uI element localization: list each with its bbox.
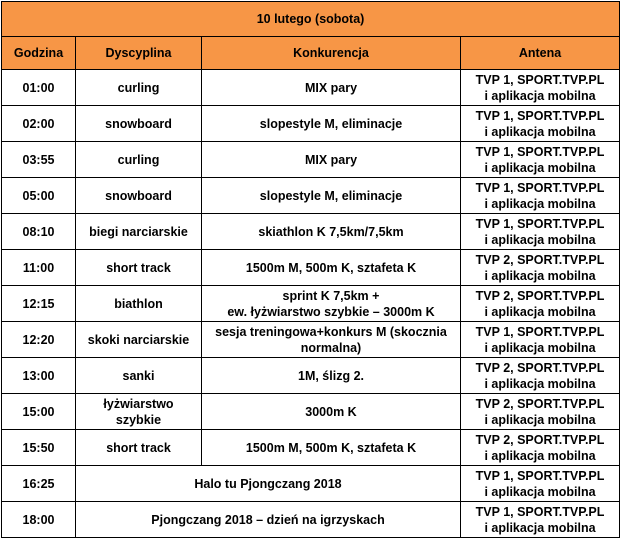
discipline-cell: short track xyxy=(76,430,202,466)
table-title: 10 lutego (sobota) xyxy=(2,2,620,37)
channel-line: i aplikacja mobilna xyxy=(484,88,596,103)
channel-line: TVP 1, SPORT.TVP.PL xyxy=(475,108,605,123)
time-cell: 02:00 xyxy=(2,106,76,142)
table-row xyxy=(2,394,620,430)
channel-cell xyxy=(461,70,620,106)
discipline-cell: snowboard xyxy=(76,178,202,214)
channel-line: TVP 1, SPORT.TVP.PL xyxy=(475,72,605,87)
competition-line: normalna) xyxy=(300,340,362,355)
time-cell: 05:00 xyxy=(2,178,76,214)
channel-cell xyxy=(461,358,620,394)
channel-cell xyxy=(461,286,620,322)
discipline-cell xyxy=(76,394,202,430)
table-row xyxy=(2,178,620,214)
time-cell: 15:00 xyxy=(2,394,76,430)
time-cell: 03:55 xyxy=(2,142,76,178)
schedule-table xyxy=(1,1,620,538)
discipline-cell: short track xyxy=(76,250,202,286)
title-row xyxy=(2,2,620,37)
header-channel: Antena xyxy=(461,37,620,70)
channel-line: TVP 1, SPORT.TVP.PL xyxy=(475,216,605,231)
competition-cell: 3000m K xyxy=(202,394,461,430)
table-row xyxy=(2,358,620,394)
discipline-line: łyżwiarstwo xyxy=(103,396,174,411)
table-row xyxy=(2,466,620,502)
channel-line: TVP 1, SPORT.TVP.PL xyxy=(475,468,605,483)
channel-cell xyxy=(461,466,620,502)
competition-cell: skiathlon K 7,5km/7,5km xyxy=(202,214,461,250)
discipline-cell: biegi narciarskie xyxy=(76,214,202,250)
channel-line: TVP 1, SPORT.TVP.PL xyxy=(475,180,605,195)
competition-line: sprint K 7,5km + xyxy=(282,288,380,303)
header-row xyxy=(2,37,620,70)
table-row xyxy=(2,214,620,250)
table-row xyxy=(2,106,620,142)
channel-cell xyxy=(461,250,620,286)
channel-line: i aplikacja mobilna xyxy=(484,340,596,355)
table-row xyxy=(2,502,620,538)
time-cell: 16:25 xyxy=(2,466,76,502)
channel-line: TVP 1, SPORT.TVP.PL xyxy=(475,144,605,159)
competition-line: sesja treningowa+konkurs M (skocznia xyxy=(215,324,447,339)
competition-cell: MIX pary xyxy=(202,70,461,106)
program-cell: Pjongczang 2018 – dzień na igrzyskach xyxy=(76,502,461,538)
time-cell: 12:15 xyxy=(2,286,76,322)
table-row xyxy=(2,286,620,322)
program-cell: Halo tu Pjongczang 2018 xyxy=(76,466,461,502)
table-row xyxy=(2,70,620,106)
competition-cell: slopestyle M, eliminacje xyxy=(202,106,461,142)
header-competition: Konkurencja xyxy=(202,37,461,70)
channel-line: i aplikacja mobilna xyxy=(484,124,596,139)
header-time: Godzina xyxy=(2,37,76,70)
time-cell: 08:10 xyxy=(2,214,76,250)
channel-cell xyxy=(461,430,620,466)
channel-line: i aplikacja mobilna xyxy=(484,520,596,535)
channel-line: i aplikacja mobilna xyxy=(484,376,596,391)
competition-cell xyxy=(202,322,461,358)
channel-cell xyxy=(461,106,620,142)
channel-cell xyxy=(461,394,620,430)
channel-cell xyxy=(461,214,620,250)
channel-line: TVP 1, SPORT.TVP.PL xyxy=(475,324,605,339)
time-cell: 12:20 xyxy=(2,322,76,358)
discipline-cell: curling xyxy=(76,142,202,178)
channel-line: TVP 2, SPORT.TVP.PL xyxy=(475,396,605,411)
channel-line: TVP 2, SPORT.TVP.PL xyxy=(475,288,605,303)
time-cell: 15:50 xyxy=(2,430,76,466)
competition-cell: slopestyle M, eliminacje xyxy=(202,178,461,214)
discipline-line: szybkie xyxy=(115,412,162,427)
channel-line: i aplikacja mobilna xyxy=(484,484,596,499)
channel-line: i aplikacja mobilna xyxy=(484,412,596,427)
table-row xyxy=(2,430,620,466)
header-discipline: Dyscyplina xyxy=(76,37,202,70)
channel-line: i aplikacja mobilna xyxy=(484,268,596,283)
channel-line: i aplikacja mobilna xyxy=(484,196,596,211)
channel-cell xyxy=(461,142,620,178)
discipline-cell: biathlon xyxy=(76,286,202,322)
channel-line: i aplikacja mobilna xyxy=(484,448,596,463)
channel-line: TVP 1, SPORT.TVP.PL xyxy=(475,504,605,519)
channel-cell xyxy=(461,322,620,358)
table-row xyxy=(2,142,620,178)
time-cell: 13:00 xyxy=(2,358,76,394)
discipline-cell: skoki narciarskie xyxy=(76,322,202,358)
competition-cell: 1M, ślizg 2. xyxy=(202,358,461,394)
competition-line: ew. łyżwiarstwo szybkie – 3000m K xyxy=(227,304,435,319)
competition-cell: 1500m M, 500m K, sztafeta K xyxy=(202,430,461,466)
time-cell: 11:00 xyxy=(2,250,76,286)
table-row xyxy=(2,250,620,286)
discipline-cell: curling xyxy=(76,70,202,106)
channel-line: TVP 2, SPORT.TVP.PL xyxy=(475,432,605,447)
channel-line: TVP 2, SPORT.TVP.PL xyxy=(475,360,605,375)
competition-cell: 1500m M, 500m K, sztafeta K xyxy=(202,250,461,286)
channel-cell xyxy=(461,178,620,214)
discipline-cell: snowboard xyxy=(76,106,202,142)
channel-line: i aplikacja mobilna xyxy=(484,160,596,175)
channel-line: TVP 2, SPORT.TVP.PL xyxy=(475,252,605,267)
table-row xyxy=(2,322,620,358)
time-cell: 18:00 xyxy=(2,502,76,538)
competition-cell: MIX pary xyxy=(202,142,461,178)
discipline-cell: sanki xyxy=(76,358,202,394)
channel-line: i aplikacja mobilna xyxy=(484,232,596,247)
time-cell: 01:00 xyxy=(2,70,76,106)
channel-line: i aplikacja mobilna xyxy=(484,304,596,319)
competition-cell xyxy=(202,286,461,322)
channel-cell xyxy=(461,502,620,538)
